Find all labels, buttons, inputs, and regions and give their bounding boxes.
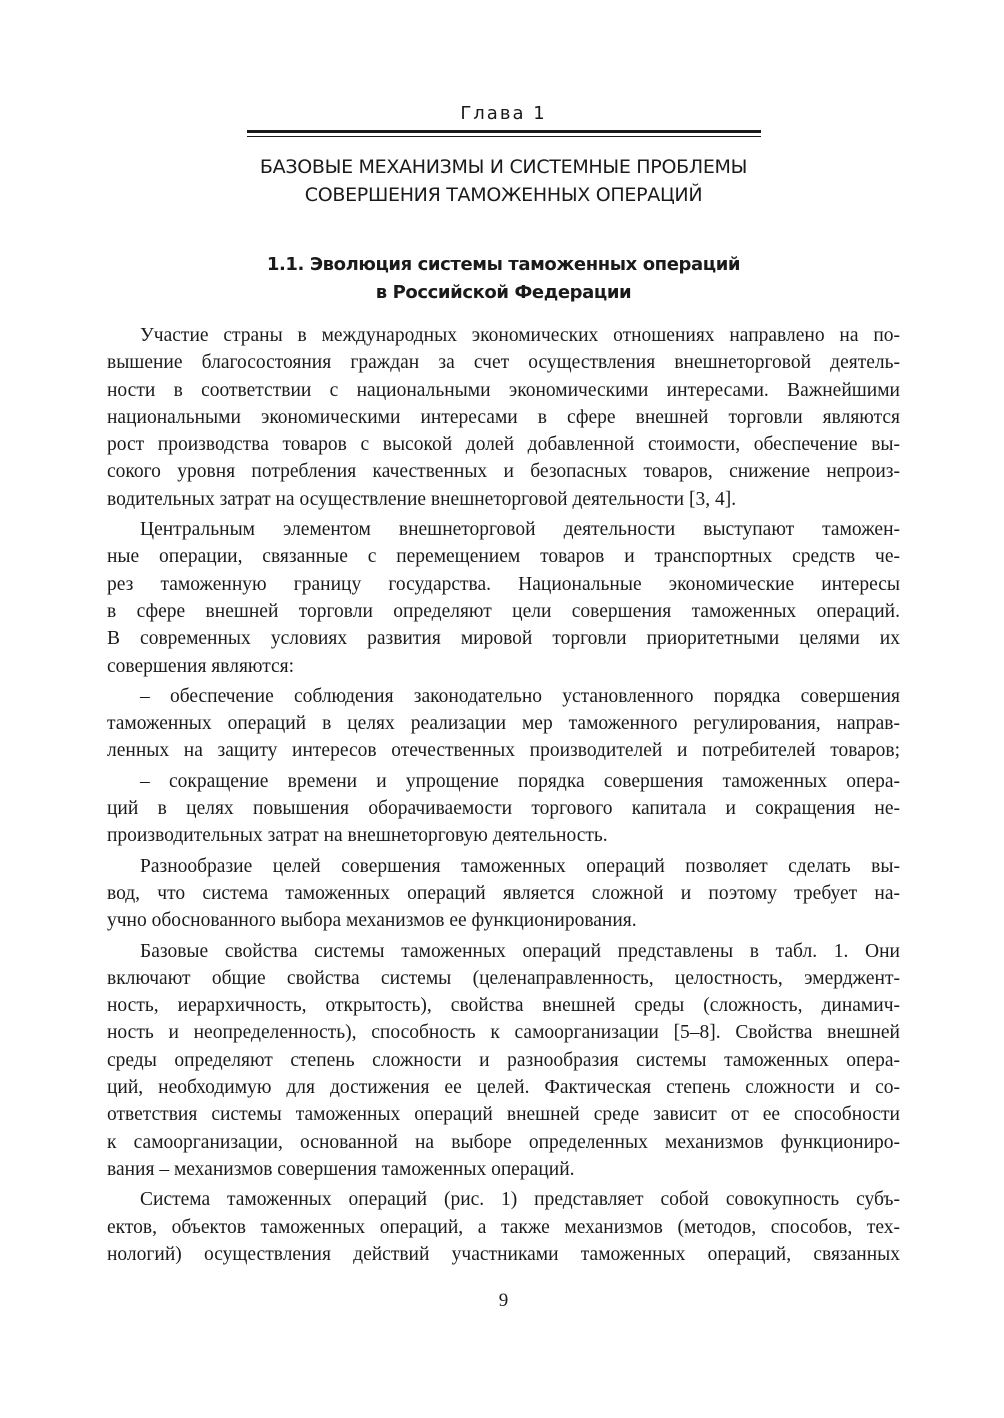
list-item [107, 683, 900, 765]
chapter-rule-thick [247, 130, 761, 133]
text-line: рез таможенную границу государства. Национальные экономические интересы [107, 573, 900, 595]
text-line: ность и неопределенность), способность к самоорганизации [5–8]. Свойства внешней [107, 1022, 900, 1044]
text-line: сокого уровня потребления качественных и безопасных товаров, снижение непроиз- [107, 461, 900, 483]
text-line: таможенных операций в целях реализации мер таможенного регулирования, направ- [107, 713, 900, 735]
list-item [107, 768, 900, 850]
text-line: Базовые свойства системы таможенных операций представлены в табл. 1. Они [140, 940, 900, 962]
text-line: В современных условиях развития мировой торговли приоритетными целями их [107, 628, 900, 650]
text-line: совершения являются: [107, 655, 295, 677]
text-line: вышение благосостояния граждан за счет осуществления внешнеторговой деятель- [107, 352, 900, 374]
chapter-title-line: СОВЕРШЕНИЯ ТАМОЖЕННЫХ ОПЕРАЦИЙ [304, 184, 703, 206]
chapter-rule-thin [247, 136, 761, 137]
section-title [107, 251, 900, 307]
text-line: водительных затрат на осуществление внешнеторговой деятельности [3, 4]. [107, 488, 737, 510]
text-line: вод, что система таможенных операций является сложной и поэтому требует на- [107, 882, 900, 904]
text-line: Участие страны в международных экономических отношениях направлено на по- [140, 325, 900, 346]
text-line: в сфере внешней торговли определяют цели совершения таможенных операций. [107, 600, 900, 622]
chapter-label: Глава 1 [460, 103, 547, 124]
body-text [107, 322, 900, 1268]
paragraph [107, 322, 900, 513]
text-line: вания – механизмов совершения таможенных операций. [107, 1158, 575, 1180]
section-title-line: 1.1. Эволюция системы таможенных операций [266, 254, 741, 275]
text-line: среды определяют степень сложности и разнообразия системы таможенных опера- [107, 1049, 900, 1071]
text-line: к самоорганизации, основанной на выборе определенных механизмов функциониро- [107, 1131, 900, 1153]
chapter-title-line: БАЗОВЫЕ МЕХАНИЗМЫ И СИСТЕМНЫЕ ПРОБЛЕМЫ [259, 156, 748, 178]
text-line: учно обоснованного выбора механизмов ее функционирования. [107, 910, 637, 932]
text-line: Система таможенных операций (рис. 1) представляет собой совокупность субъ- [140, 1189, 900, 1211]
text-line: ности в соответствии с национальными экономическими интересами. Важнейшими [107, 379, 900, 401]
paragraph [107, 1186, 900, 1268]
text-line: рост производства товаров с высокой долей добавленной стоимости, обеспечение вы- [107, 434, 900, 456]
text-line: Разнообразие целей совершения таможенных операций позволяет сделать вы- [140, 855, 900, 877]
paragraph [107, 938, 900, 1184]
text-line: включают общие свойства системы (целенаправленность, целостность, эмерджент- [107, 967, 900, 989]
text-line: ций, необходимую для достижения ее целей. Фактическая степень сложности и со- [107, 1077, 900, 1099]
text-line: Центральным элементом внешнеторговой деятельности выступают таможен- [140, 519, 900, 541]
text-line: национальными экономическими интересами в сфере внешней торговли являются [107, 406, 900, 428]
text-line: ность, иерархичность, открытость), свойства внешней среды (сложность, динамич- [107, 995, 900, 1017]
book-page [107, 0, 900, 1418]
text-line: – сокращение времени и упрощение порядка совершения таможенных опера- [140, 770, 900, 792]
text-line: производительных затрат на внешнеторговую деятельность. [107, 825, 608, 847]
section-title-line: в Российской Федерации [375, 282, 632, 303]
paragraph [107, 516, 900, 680]
text-line: ленных на защиту интересов отечественных производителей и потребителей товаров; [107, 740, 900, 762]
text-line: – обеспечение соблюдения законодательно установленного порядка совершения [140, 685, 900, 707]
text-line: ответствия системы таможенных операций внешней среде зависит от ее способности [107, 1104, 900, 1126]
paragraph [107, 853, 900, 935]
page-number: 9 [498, 1290, 509, 1311]
text-line: нологий) осуществления действий участниками таможенных операций, связанных [107, 1243, 900, 1265]
text-line: ций в целях повышения оборачиваемости торгового капитала и сокращения не- [107, 798, 900, 820]
text-line: ные операции, связанные с перемещением товаров и транспортных средств че- [107, 546, 900, 568]
chapter-title [107, 153, 900, 209]
text-line: ектов, объектов таможенных операций, а также механизмов (методов, способов, тех- [107, 1216, 900, 1238]
